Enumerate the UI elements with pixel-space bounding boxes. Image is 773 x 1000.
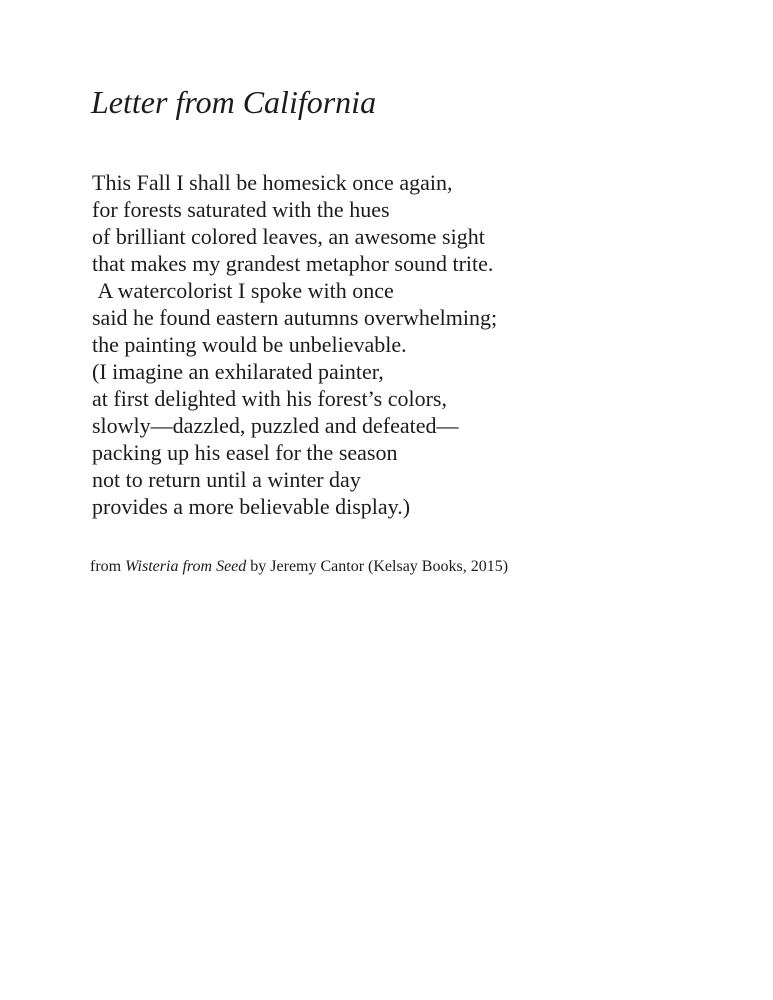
- attribution: [90, 557, 508, 577]
- poem-line: (I imagine an exhilarated painter,: [92, 359, 384, 384]
- poem-line: the painting would be unbelievable.: [92, 332, 407, 357]
- poem-line: A watercolorist I spoke with once: [92, 278, 394, 303]
- attribution-book-title: Wisteria from Seed: [125, 558, 247, 575]
- poem-line: said he found eastern autumns overwhelming;: [92, 305, 498, 330]
- poem-line: provides a more believable display.): [92, 494, 411, 519]
- attribution-prefix: from: [90, 558, 126, 575]
- poem-line: This Fall I shall be homesick once again,: [92, 170, 453, 195]
- poem-line: of brilliant colored leaves, an awesome sight: [92, 224, 485, 249]
- poem-title: Letter from California: [91, 84, 377, 120]
- poem-line: at first delighted with his forest’s colors,: [92, 386, 447, 411]
- poem-line: packing up his easel for the season: [92, 440, 398, 465]
- poem-line: for forests saturated with the hues: [92, 197, 390, 222]
- attribution-suffix: by Jeremy Cantor (Kelsay Books, 2015): [246, 558, 509, 575]
- poem-body: [92, 169, 497, 520]
- poem-line: not to return until a winter day: [92, 467, 361, 492]
- poem-line: slowly—dazzled, puzzled and defeated—: [92, 413, 459, 438]
- poem-line: that makes my grandest metaphor sound trite.: [92, 251, 494, 276]
